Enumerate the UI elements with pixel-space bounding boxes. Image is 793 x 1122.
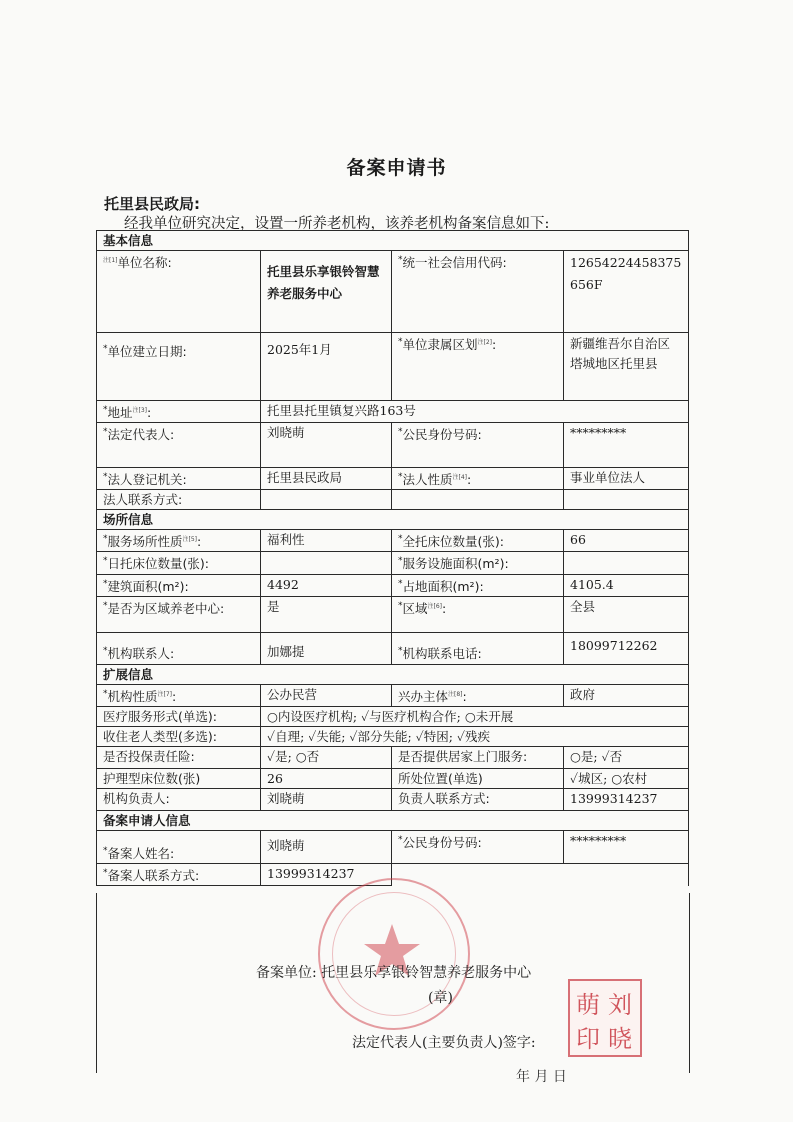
- regional-label: *是否为区域养老中心:: [97, 596, 261, 632]
- med-label: 医疗服务形式(单选):: [97, 706, 261, 726]
- legal-nature-value: 事业单位法人: [564, 468, 689, 490]
- document-title: 备案申请书: [346, 157, 447, 179]
- location-value: ✓城区; ○农村: [564, 768, 689, 788]
- area-value: 全县: [564, 596, 689, 632]
- section-basic: 基本信息: [97, 231, 689, 251]
- facility-area-value: [564, 552, 689, 574]
- sponsor-value: 政府: [564, 684, 689, 706]
- id-label: *公民身份号码:: [392, 423, 564, 468]
- filer-id-value: *********: [564, 830, 689, 863]
- nursing-beds-label: 护理型床位数(张): [97, 768, 261, 788]
- legal-nature-label: *法人性质$^{注[4]}$:: [392, 468, 564, 490]
- recipient: 托里县民政局:: [104, 195, 200, 213]
- area-label: *区域$^{注[6]}$:: [392, 596, 564, 632]
- full-beds-value: 66: [564, 530, 689, 552]
- reg-org-label: *法人登记机关:: [97, 468, 261, 490]
- filer-name-value: 刘晓萌: [261, 830, 392, 863]
- head-label: 机构负责人:: [97, 788, 261, 810]
- build-area-value: 4492: [261, 574, 392, 596]
- section-site: 场所信息: [97, 510, 689, 530]
- name-seal: 萌 刘 印 晓: [568, 979, 642, 1057]
- date-line: 年 月 日: [516, 1069, 567, 1085]
- contact-label: *机构联系人:: [97, 632, 261, 664]
- legal-contact-label: 法人联系方式:: [97, 490, 261, 510]
- location-label: 所处位置(单选): [392, 768, 564, 788]
- intro-text: 经我单位研究决定，设置一所养老机构，该养老机构备案信息如下:: [124, 216, 550, 232]
- med-value: ○内设医疗机构; ✓与医疗机构合作; ○未开展: [261, 706, 689, 726]
- founded-label: *单位建立日期:: [97, 333, 261, 401]
- org-nature-label: *机构性质$^{注[7]}$:: [97, 684, 261, 706]
- legal-rep-label: *法定代表人:: [97, 423, 261, 468]
- section-applicant: 备案申请人信息: [97, 810, 689, 830]
- insurance-label: 是否投保责任险:: [97, 746, 261, 768]
- regional-value: 是: [261, 596, 392, 632]
- section-extended: 扩展信息: [97, 664, 689, 684]
- credit-code-value: 12654224458375656F: [564, 251, 689, 333]
- elder-type-value: ✓自理; ✓失能; ✓部分失能; ✓特困; ✓残疾: [261, 726, 689, 746]
- site-nature-value: 福利性: [261, 530, 392, 552]
- insurance-value: ✓是; ○否: [261, 746, 392, 768]
- unit-name-label: $^{注[1]}$单位名称:: [97, 251, 261, 333]
- full-beds-label: *全托床位数量(张):: [392, 530, 564, 552]
- legal-rep-signature-label: 法定代表人(主要负责人)签字:: [352, 1035, 536, 1051]
- sponsor-label: 兴办主体$^{注[8]}$:: [392, 684, 564, 706]
- founded-value: 2025年1月: [261, 333, 392, 401]
- day-beds-value: [261, 552, 392, 574]
- phone-label: *机构联系电话:: [392, 632, 564, 664]
- elder-type-label: 收住老人类型(多选):: [97, 726, 261, 746]
- filer-phone-label: *备案人联系方式:: [97, 864, 261, 886]
- address-label: *地址$^{注[3]}$:: [97, 401, 261, 423]
- filer-unit: 备案单位: 托里县乐享银铃智慧养老服务中心: [256, 965, 532, 981]
- head-value: 刘晓萌: [261, 788, 392, 810]
- official-seal: [318, 878, 470, 1030]
- build-area-label: *建筑面积(m²):: [97, 574, 261, 596]
- org-nature-value: 公办民营: [261, 684, 392, 706]
- facility-area-label: *服务设施面积(m²):: [392, 552, 564, 574]
- head-phone-value: 13999314237: [564, 788, 689, 810]
- stamp-note: (章): [428, 990, 453, 1006]
- unit-name-value: 托里县乐享银铃智慧养老服务中心: [261, 251, 392, 333]
- reg-org-value: 托里县民政局: [261, 468, 392, 490]
- land-area-value: 4105.4: [564, 574, 689, 596]
- site-nature-label: *服务场所性质$^{注[5]}$:: [97, 530, 261, 552]
- day-beds-label: *日托床位数量(张):: [97, 552, 261, 574]
- filer-phone-value: 13999314237: [261, 864, 392, 886]
- home-service-label: 是否提供居家上门服务:: [392, 746, 564, 768]
- phone-value: 18099712262: [564, 632, 689, 664]
- land-area-label: *占地面积(m²):: [392, 574, 564, 596]
- head-phone-label: 负责人联系方式:: [392, 788, 564, 810]
- filer-name-label: *备案人姓名:: [97, 830, 261, 863]
- credit-code-label: *统一社会信用代码:: [392, 251, 564, 333]
- id-value: *********: [564, 423, 689, 468]
- legal-rep-value: 刘晓萌: [261, 423, 392, 468]
- filing-form-table: [96, 230, 689, 886]
- address-value: 托里县托里镇复兴路163号: [261, 401, 689, 423]
- filer-id-label: *公民身份号码:: [392, 830, 564, 863]
- contact-value: 加娜提: [261, 632, 392, 664]
- region-label: *单位隶属区划$^{注[2]}$:: [392, 333, 564, 401]
- region-value: 新疆维吾尔自治区塔城地区托里县: [564, 333, 689, 401]
- legal-contact-value: [261, 490, 392, 510]
- home-service-value: ○是; ✓否: [564, 746, 689, 768]
- nursing-beds-value: 26: [261, 768, 392, 788]
